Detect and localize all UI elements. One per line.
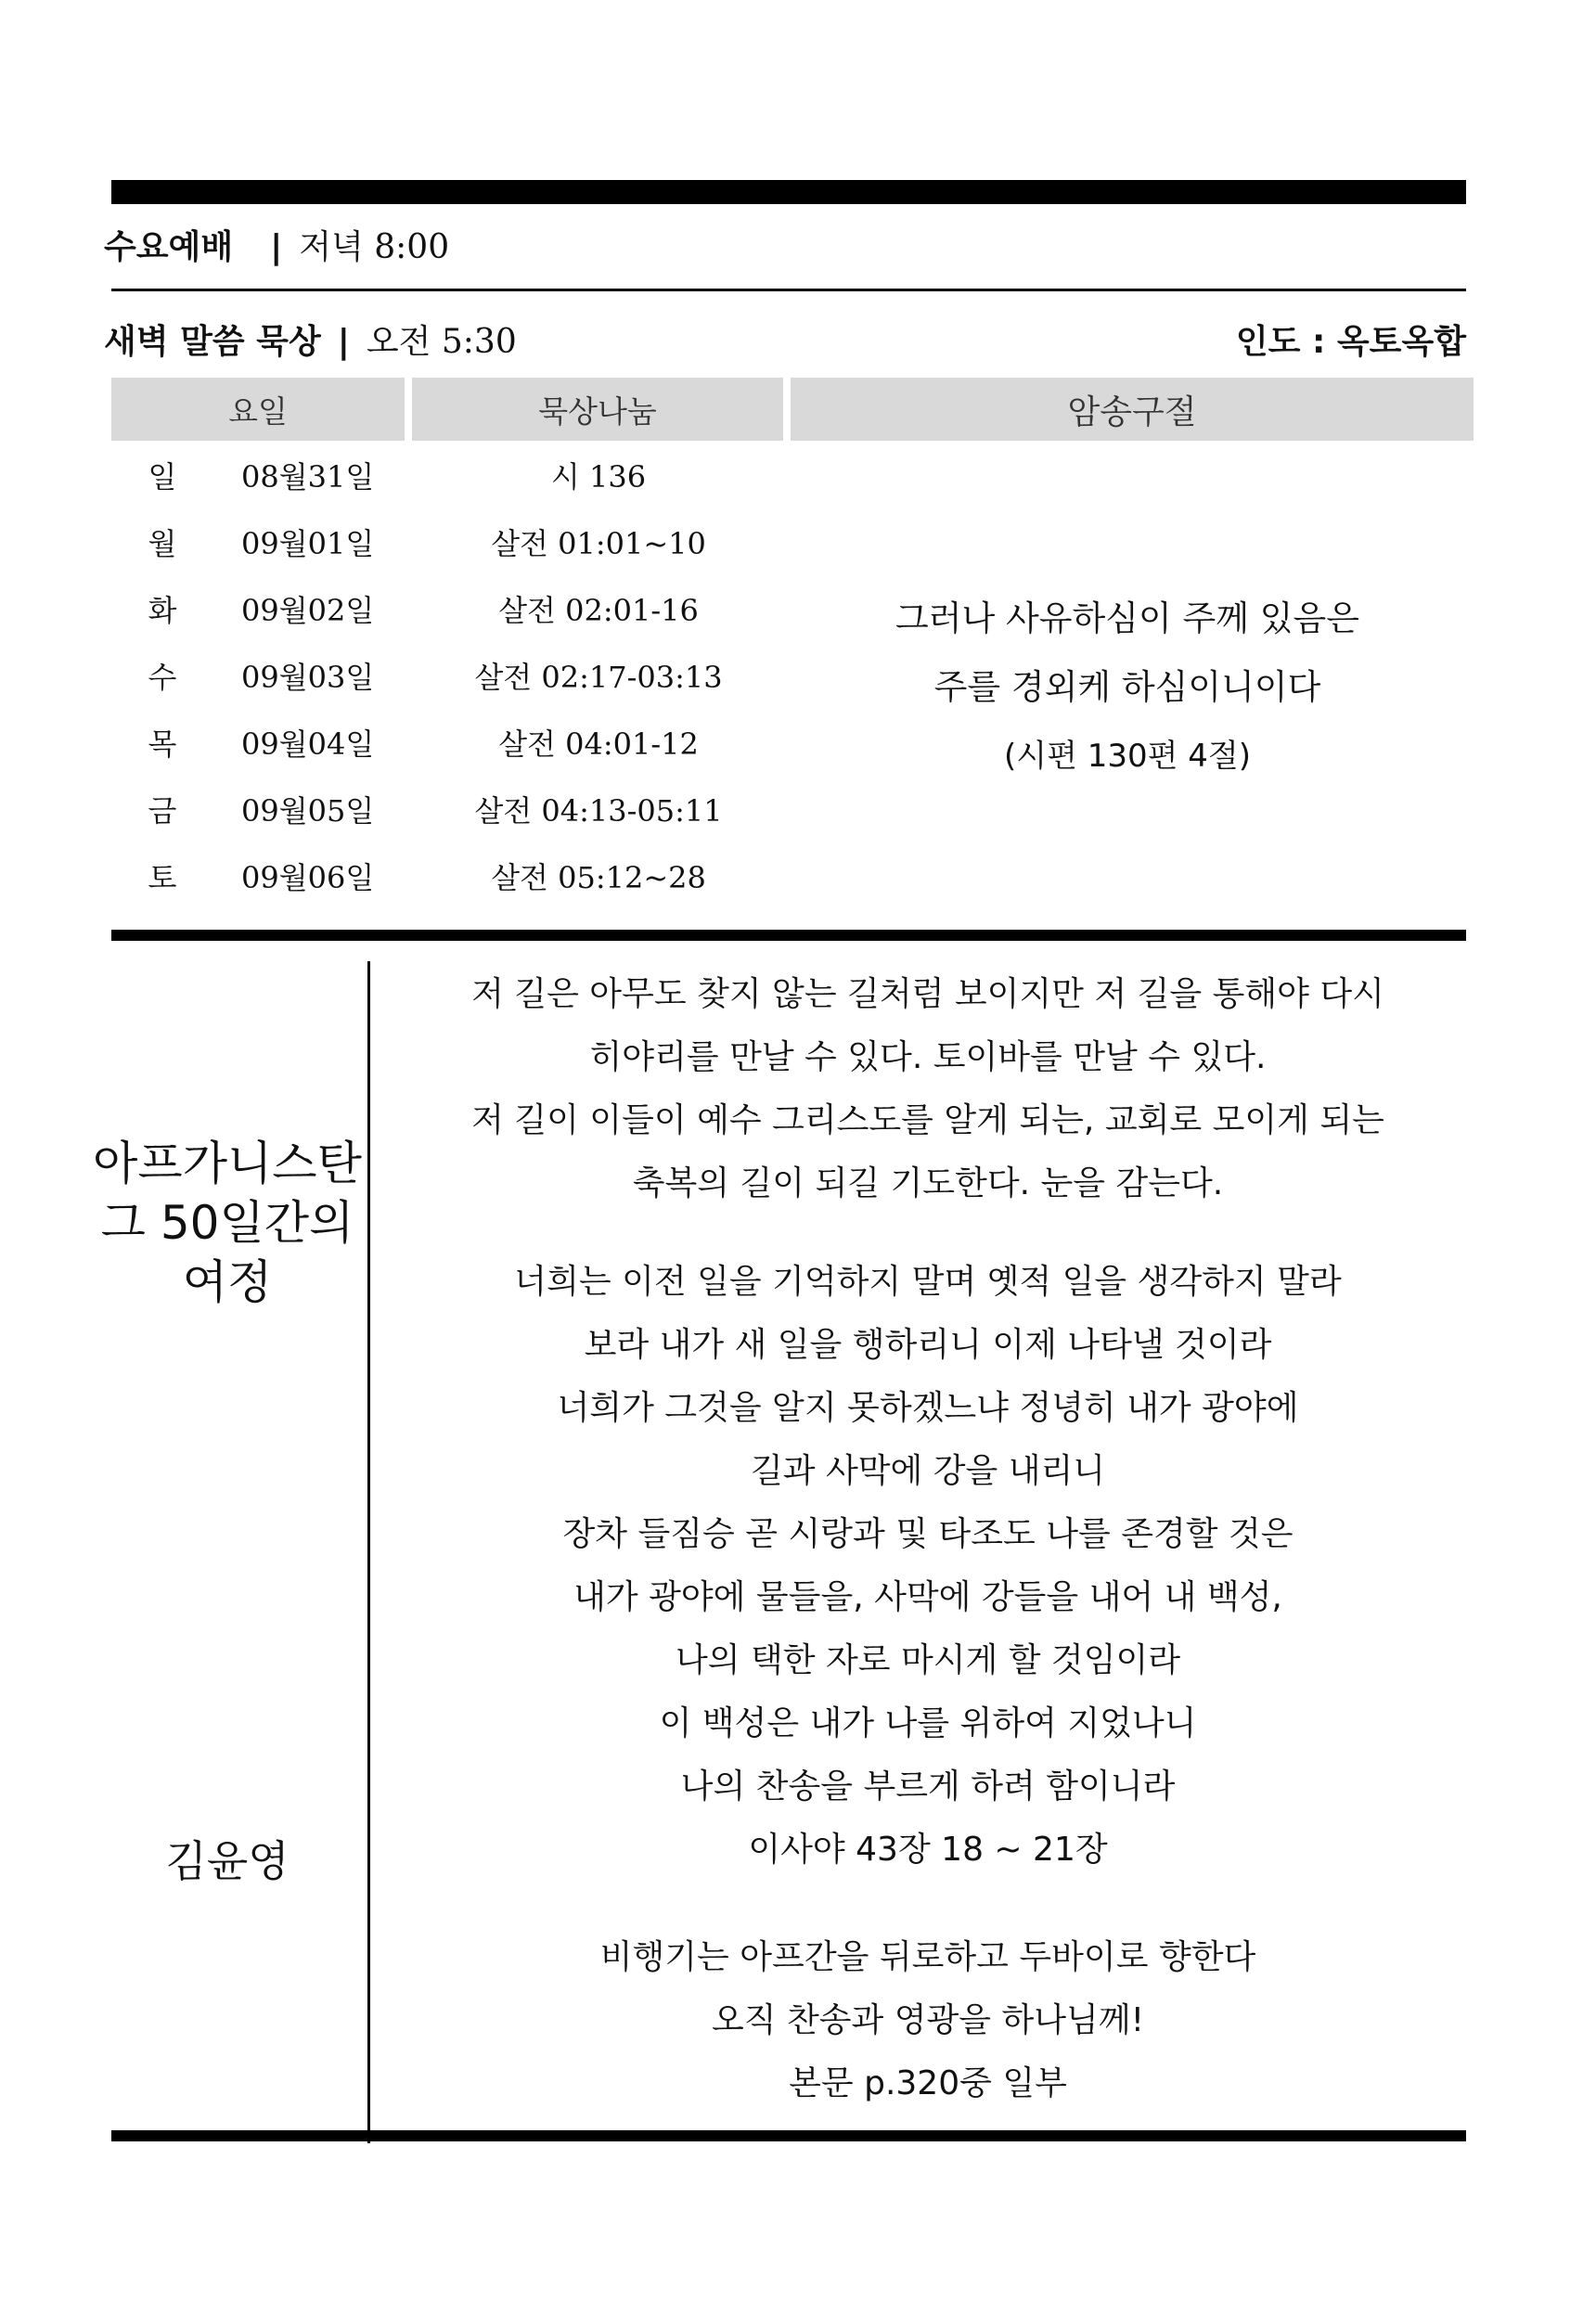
schedule-meditation: 살전 04:01-12 [498, 726, 699, 762]
bottom-divider [111, 2130, 1466, 2141]
schedule-row [111, 778, 789, 844]
section-divider [111, 930, 1466, 941]
schedule-date: 09월02일 [241, 593, 375, 628]
schedule-meditation: 살전 02:01-16 [498, 593, 699, 628]
wednesday-service-title: 수요예배 [104, 228, 234, 266]
header-divider [111, 289, 1466, 291]
schedule-meditation: 살전 04:13-05:11 [474, 793, 723, 829]
top-divider [111, 180, 1466, 204]
scripture-reference: 이사야 43장 18 ~ 21장 [748, 1831, 1108, 1869]
paragraph-line: 비행기는 아프간을 뒤로하고 두바이로 향한다 [599, 1938, 1256, 1976]
memory-verse-line: 그러나 사유하심이 주께 있음은 [895, 598, 1359, 638]
paragraph-line: 나의 찬송을 부르게 하려 함이니라 [680, 1768, 1176, 1806]
schedule-meditation: 살전 02:17-03:13 [474, 660, 723, 695]
article-paragraph-1 [390, 963, 1466, 1215]
article-paragraph-2 [390, 1251, 1466, 1882]
memory-verse-line: 주를 경외케 하심이니이다 [933, 667, 1321, 707]
wednesday-service-row [104, 221, 449, 268]
schedule-row [111, 577, 789, 644]
paragraph-line: 너희는 이전 일을 기억하지 말며 옛적 일을 생각하지 말라 [514, 1263, 1342, 1301]
schedule-day: 화 [148, 593, 177, 628]
article-title [84, 1134, 371, 1312]
paragraph-line: 저 길이 이들이 예수 그리스도를 알게 되는, 교회로 모이게 되는 [471, 1101, 1384, 1139]
paragraph-line: 축복의 길이 되길 기도한다. 눈을 감는다. [632, 1164, 1224, 1202]
memory-verse [789, 585, 1466, 791]
dawn-service-time: 오전 5:30 [366, 323, 517, 361]
column-header-meditation: 묵상나눔 [412, 378, 783, 441]
paragraph-line: 히야리를 만날 수 있다. 토이바를 만날 수 있다. [589, 1038, 1267, 1076]
schedule-row [111, 711, 789, 778]
schedule-row [111, 844, 789, 911]
schedule-date: 09월05일 [241, 793, 375, 829]
article-title-line: 여정 [182, 1255, 273, 1309]
schedule-meditation: 시 136 [550, 459, 647, 495]
paragraph-line: 저 길은 아무도 찾지 않는 길처럼 보이지만 저 길을 통해야 다시 [471, 975, 1384, 1013]
schedule-date: 08월31일 [241, 459, 375, 495]
article-title-line: 아프가니스탄 [93, 1137, 362, 1190]
schedule-row [111, 443, 789, 510]
schedule-date: 09월01일 [241, 526, 375, 561]
source-reference: 본문 p.320중 일부 [789, 2064, 1067, 2102]
column-header-day: 요일 [111, 378, 405, 441]
paragraph-line: 길과 사막에 강을 내리니 [750, 1452, 1106, 1490]
paragraph-line: 나의 택한 자로 마시게 할 것임이라 [675, 1641, 1181, 1679]
schedule-date: 09월06일 [241, 860, 375, 895]
schedule-day: 월 [148, 526, 177, 561]
dawn-separator: | [337, 323, 350, 361]
wednesday-separator: | [270, 228, 283, 266]
article-paragraph-3 [390, 1926, 1466, 2115]
article-title-line: 그 50일간의 [100, 1196, 354, 1250]
article-author: 김윤영 [165, 1836, 290, 1886]
schedule-date: 09월04일 [241, 726, 375, 762]
schedule-date: 09월03일 [241, 660, 375, 695]
schedule-meditation: 살전 01:01~10 [491, 526, 706, 561]
paragraph-line: 이 백성은 내가 나를 위하여 지었나니 [659, 1704, 1197, 1742]
dawn-service-leader: 인도 : 옥토옥합 [1235, 323, 1466, 361]
paragraph-line: 장차 들짐승 곧 시랑과 및 타조도 나를 존경할 것은 [562, 1515, 1294, 1553]
dawn-service-row [104, 315, 517, 363]
paragraph-line: 보라 내가 새 일을 행하리니 이제 나타낼 것이라 [584, 1326, 1272, 1364]
memory-verse-reference: (시편 130편 4절) [1003, 738, 1252, 775]
column-header-memory-verse: 암송구절 [791, 378, 1474, 441]
schedule-row [111, 510, 789, 577]
schedule-day: 목 [148, 726, 177, 762]
schedule-day: 일 [148, 459, 177, 495]
dawn-service-title: 새벽 말씀 묵상 [104, 323, 321, 361]
paragraph-line: 오직 찬송과 영광을 하나님께! [711, 2001, 1145, 2039]
schedule-day: 금 [148, 793, 177, 829]
wednesday-service-time: 저녁 8:00 [299, 228, 450, 266]
schedule-day: 수 [148, 660, 177, 695]
schedule-row [111, 644, 789, 711]
paragraph-line: 내가 광야에 물들을, 사막에 강들을 내어 내 백성, [573, 1578, 1282, 1616]
schedule-meditation: 살전 05:12~28 [491, 860, 706, 895]
schedule-day: 토 [148, 860, 177, 895]
paragraph-line: 너희가 그것을 알지 못하겠느냐 정녕히 내가 광야에 [557, 1389, 1299, 1427]
